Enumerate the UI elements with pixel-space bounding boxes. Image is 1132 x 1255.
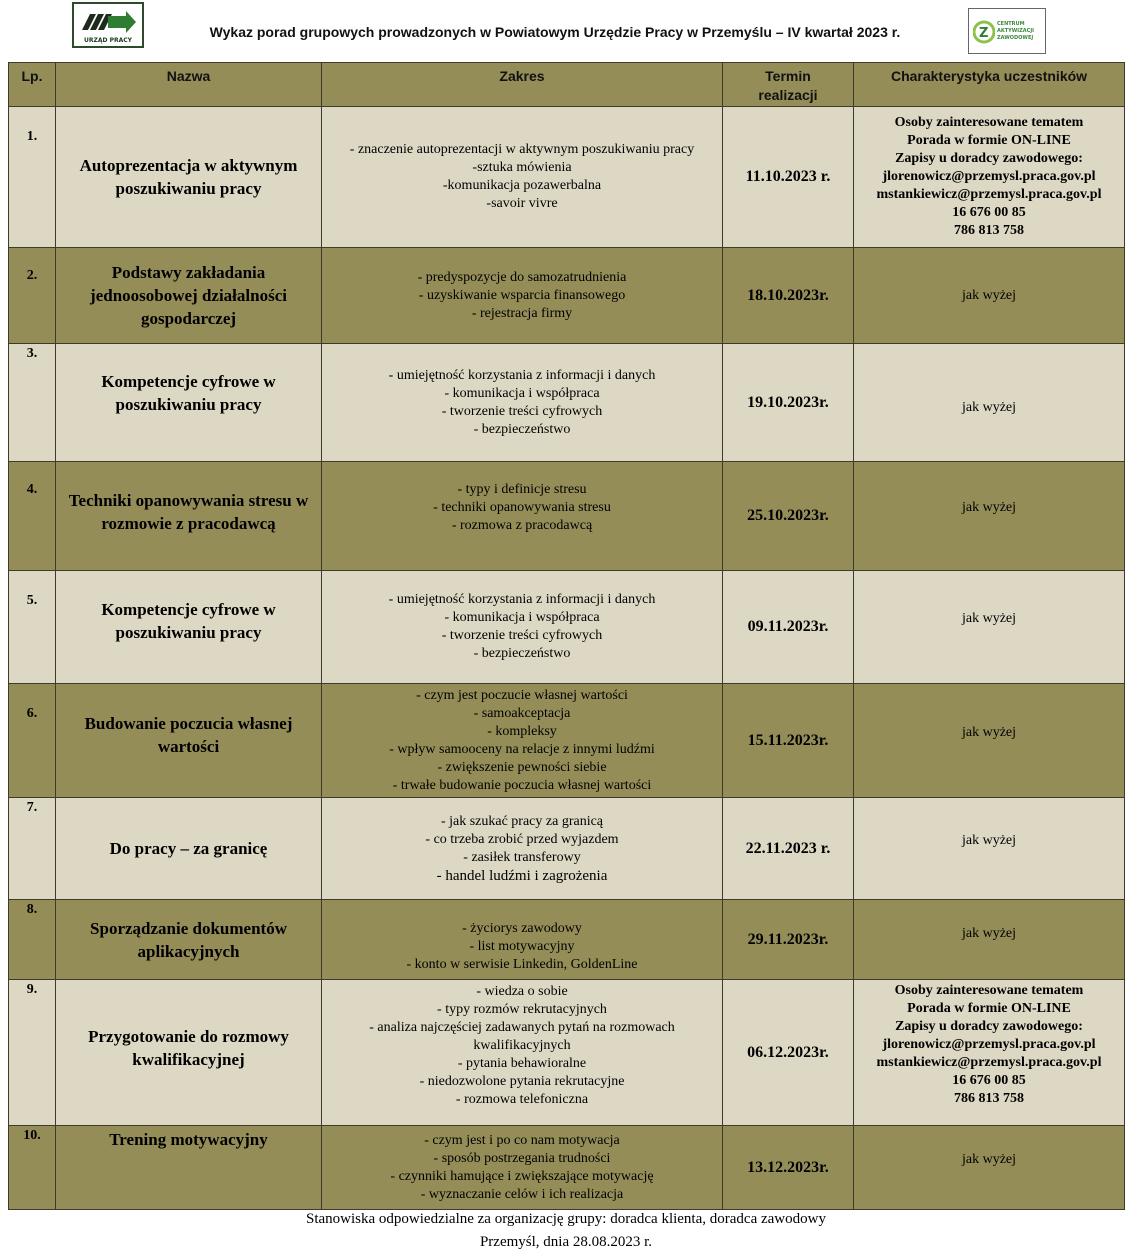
table-row xyxy=(9,571,1125,684)
row-lp: 2. xyxy=(9,248,56,344)
svg-text:Z: Z xyxy=(979,26,989,41)
row-nazwa: Sporządzanie dokumentów aplikacyjnych xyxy=(56,900,322,980)
caz-logo-text: CENTRUM AKTYWIZACJI ZAWODOWEJ xyxy=(997,21,1035,41)
document-header xyxy=(0,0,1132,62)
caz-mark-icon xyxy=(973,19,995,45)
row-zakres: - czym jest poczucie własnej wartości - samoakceptacja - kompleksy - wpływ samooceny na relacje z innymi ludźmi - zwiększenie pewności siebie - trwałe budowanie poczucia własnej wartości xyxy=(322,684,723,798)
table-row xyxy=(9,1126,1125,1210)
row-zakres: - typy i definicje stresu - techniki opanowywania stresu - rozmowa z pracodawcą xyxy=(322,462,723,571)
row-lp: 4. xyxy=(9,462,56,571)
row-zakres: - jak szukać pracy za granicą - co trzeba zrobić przed wyjazdem - zasiłek transferowy - handel ludźmi i zagrożenia xyxy=(322,798,723,900)
row-lp: 10. xyxy=(9,1126,56,1210)
row-nazwa: Do pracy – za granicę xyxy=(56,798,322,900)
row-charakterystyka: jak wyżej xyxy=(854,798,1125,900)
table-row xyxy=(9,462,1125,571)
table-row xyxy=(9,107,1125,248)
row-termin: 19.10.2023r. xyxy=(723,344,854,462)
row-termin: 15.11.2023r. xyxy=(723,684,854,798)
row-nazwa: Przygotowanie do rozmowy kwalifikacyjnej xyxy=(56,980,322,1126)
footer-date: Przemyśl, dnia 28.08.2023 r. xyxy=(479,1234,653,1250)
row-nazwa: Kompetencje cyfrowe w poszukiwaniu pracy xyxy=(56,571,322,684)
row-termin: 25.10.2023r. xyxy=(723,462,854,571)
table-header-row xyxy=(9,63,1125,107)
table-row xyxy=(9,684,1125,798)
row-charakterystyka: jak wyżej xyxy=(854,1126,1125,1210)
row-lp: 7. xyxy=(9,798,56,900)
urzad-pracy-logo xyxy=(72,2,144,48)
table-row xyxy=(9,900,1125,980)
row-termin: 29.11.2023r. xyxy=(723,900,854,980)
email-link[interactable]: mstankiewicz@przemysl.praca.gov.pl xyxy=(876,1054,1102,1070)
row-nazwa: Autoprezentacja w aktywnym poszukiwaniu pracy xyxy=(56,107,322,248)
page-title: Wykaz porad grupowych prowadzonych w Powiatowym Urzędzie Pracy w Przemyślu – IV kwartał 2023 r. xyxy=(209,24,901,40)
row-nazwa: Budowanie poczucia własnej wartości xyxy=(56,684,322,798)
column-header-termin: Termin realizacji xyxy=(723,63,854,107)
row-lp: 1. xyxy=(9,107,56,248)
row-termin: 11.10.2023 r. xyxy=(723,107,854,248)
row-charakterystyka: jak wyżej xyxy=(854,684,1125,798)
email-link[interactable]: mstankiewicz@przemysl.praca.gov.pl xyxy=(876,187,1102,202)
row-zakres: - umiejętność korzystania z informacji i danych - komunikacja i współpraca - tworzenie treści cyfrowych - bezpieczeństwo xyxy=(322,344,723,462)
row-termin: 13.12.2023r. xyxy=(723,1126,854,1210)
row-zakres: - życiorys zawodowy - list motywacyjny - konto w serwisie Linkedin, GoldenLine xyxy=(322,900,723,980)
column-header-nazwa: Nazwa xyxy=(56,63,322,107)
email-link[interactable]: jlorenowicz@przemysl.praca.gov.pl xyxy=(882,169,1096,184)
row-zakres: - umiejętność korzystania z informacji i danych - komunikacja i współpraca - tworzenie treści cyfrowych - bezpieczeństwo xyxy=(322,571,723,684)
row-termin: 22.11.2023 r. xyxy=(723,798,854,900)
row-lp: 9. xyxy=(9,980,56,1126)
row-charakterystyka: jak wyżej xyxy=(854,344,1125,462)
row-lp: 5. xyxy=(9,571,56,684)
row-nazwa: Trening motywacyjny xyxy=(56,1126,322,1210)
row-termin: 09.11.2023r. xyxy=(723,571,854,684)
footer-responsible: Stanowiska odpowiedzialne za organizację grupy: doradca klienta, doradca zawodowy xyxy=(306,1211,826,1227)
table-row xyxy=(9,980,1125,1126)
row-lp: 3. xyxy=(9,344,56,462)
urzad-pracy-logo-text: URZĄD PRACY xyxy=(84,37,132,44)
row-charakterystyka: Osoby zainteresowane tematem Porada w formie ON-LINE Zapisy u doradcy zawodowego: jlorenowicz@przemysl.praca.gov.pl mstankiewicz@przemysl.praca.gov.pl 16 676 00 85 786 813 758 xyxy=(854,107,1125,248)
row-lp: 8. xyxy=(9,900,56,980)
row-zakres: - znaczenie autoprezentacji w aktywnym poszukiwaniu pracy -sztuka mówienia -komunikacja pozawerbalna -savoir vivre xyxy=(322,107,723,248)
row-charakterystyka: Osoby zainteresowane tematem Porada w formie ON-LINE Zapisy u doradcy zawodowego: jlorenowicz@przemysl.praca.gov.pl mstankiewicz@przemysl.praca.gov.pl 16 676 00 85 786 813 758 xyxy=(854,980,1125,1126)
email-link[interactable]: jlorenowicz@przemysl.praca.gov.pl xyxy=(882,1036,1096,1052)
table-row xyxy=(9,798,1125,900)
row-nazwa: Techniki opanowywania stresu w rozmowie z pracodawcą xyxy=(56,462,322,571)
row-termin: 06.12.2023r. xyxy=(723,980,854,1126)
table-row xyxy=(9,344,1125,462)
row-charakterystyka: jak wyżej xyxy=(854,248,1125,344)
column-header-lp: Lp. xyxy=(9,63,56,107)
row-nazwa: Kompetencje cyfrowe w poszukiwaniu pracy xyxy=(56,344,322,462)
row-nazwa: Podstawy zakładania jednoosobowej działalności gospodarczej xyxy=(56,248,322,344)
row-charakterystyka: jak wyżej xyxy=(854,900,1125,980)
table-row xyxy=(9,248,1125,344)
column-header-charakterystyka: Charakterystyka uczestników xyxy=(854,63,1125,107)
row-charakterystyka: jak wyżej xyxy=(854,462,1125,571)
row-zakres: - czym jest i po co nam motywacja - sposób postrzegania trudności - czynniki hamujące i zwiększające motywację - wyznaczanie celów i ich realizacja xyxy=(322,1126,723,1210)
row-termin: 18.10.2023r. xyxy=(723,248,854,344)
row-charakterystyka: jak wyżej xyxy=(854,571,1125,684)
row-lp: 6. xyxy=(9,684,56,798)
column-header-zakres: Zakres xyxy=(322,63,723,107)
porady-table xyxy=(8,62,1125,1210)
centrum-aktywizacji-logo xyxy=(968,8,1046,54)
row-zakres: - predyspozycje do samozatrudnienia - uzyskiwanie wsparcia finansowego - rejestracja firmy xyxy=(322,248,723,344)
arrow-logo-icon xyxy=(78,8,138,36)
row-zakres: - wiedza o sobie - typy rozmów rekrutacyjnych - analiza najczęściej zadawanych pytań na rozmowach kwalifikacyjnych - pytania behawioralne - niedozwolone pytania rekrutacyjne - rozmowa telefoniczna xyxy=(322,980,723,1126)
